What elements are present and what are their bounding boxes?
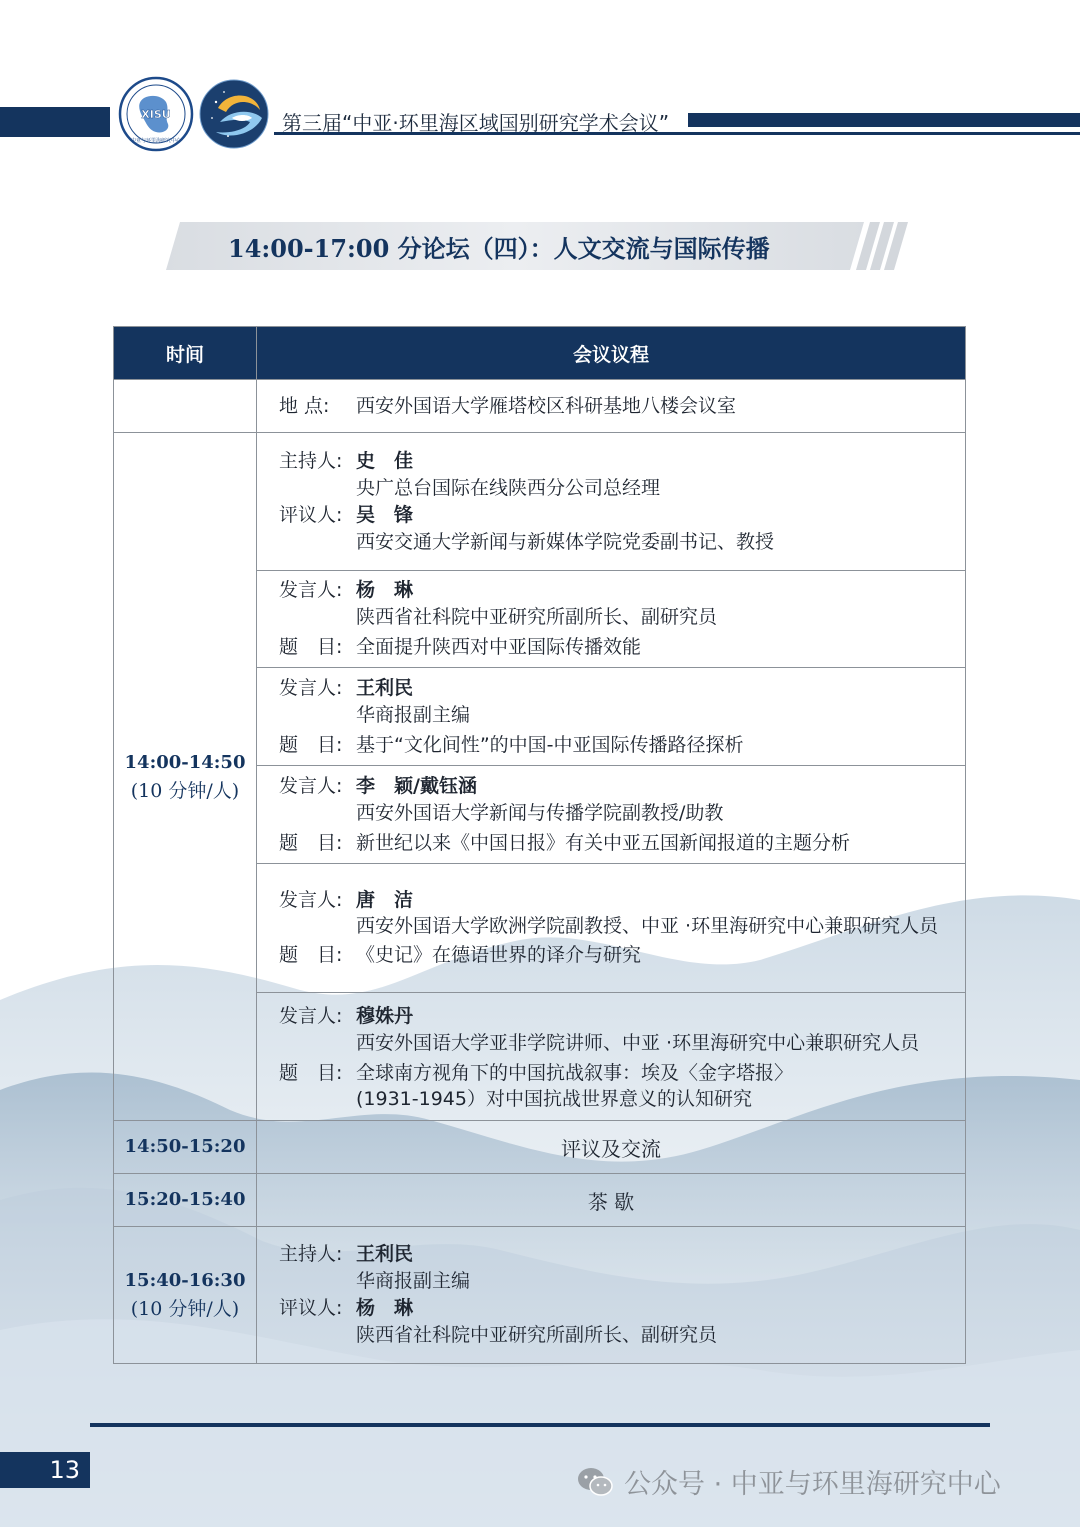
review-text: 评议及交流: [257, 1121, 966, 1174]
speaker-name: 杨 琳: [356, 579, 414, 601]
conference-title: 第三届“中亚·环里海区域国别研究学术会议”: [282, 111, 670, 135]
footer-line: [90, 1423, 990, 1427]
xisu-logo-icon: [118, 76, 194, 152]
speaker-title: 陕西省社科院中亚研究所副所长、副研究员: [356, 606, 718, 628]
topic-label: 题 目:: [279, 636, 343, 658]
host-label: 主持人:: [279, 1243, 343, 1265]
table-row: [114, 433, 966, 571]
block1-time: 14:00-14:50: [124, 751, 246, 773]
speaker-title: 西安外国语大学亚非学院讲师、中亚 ·环里海研究中心兼职研究人员: [356, 1031, 920, 1054]
host-label: 主持人:: [279, 449, 343, 472]
reviewer-label: 评议人:: [279, 503, 343, 526]
header-time: 时间: [114, 327, 257, 380]
review-time: 14:50-15:20: [124, 1136, 246, 1157]
reviewer-label: 评议人:: [279, 1297, 343, 1319]
header-agenda: 会议议程: [257, 327, 966, 380]
speaker-name: 王利民: [356, 676, 414, 699]
speaker-name: 穆姝丹: [356, 1004, 414, 1027]
watermark: [576, 1462, 1001, 1501]
block2-row: [114, 1227, 966, 1364]
page-number: 13: [0, 1452, 90, 1488]
reviewer-name: 吴 锋: [356, 503, 414, 526]
header-bar-right: [688, 113, 1080, 127]
speaker-title: 西安外国语大学欧洲学院副教授、中亚 ·环里海研究中心兼职研究人员: [356, 915, 939, 937]
speaker-topic: 全球南方视角下的中国抗战叙事：埃及〈金字塔报〉: [356, 1061, 794, 1084]
break-text: 茶 歇: [257, 1174, 966, 1227]
speaker-label: 发言人:: [279, 1004, 343, 1027]
topic-label: 题 目:: [279, 1061, 343, 1084]
topic-label: 题 目:: [279, 831, 343, 854]
speaker-name: 唐 洁: [356, 889, 414, 911]
block2-reviewer-name: 杨 琳: [356, 1297, 414, 1319]
block2-reviewer-title: 陕西省社科院中亚研究所副所长、副研究员: [356, 1324, 718, 1346]
location-value: 西安外国语大学雁塔校区科研基地八楼会议室: [356, 394, 737, 417]
reviewer-title: 西安交通大学新闻与新媒体学院党委副书记、教授: [356, 530, 775, 553]
speaker-label: 发言人:: [279, 889, 343, 911]
speaker-topic: 基于“文化间性”的中国-中亚国际传播路径探析: [356, 733, 744, 756]
table-header-row: [114, 327, 966, 380]
block2-host-title: 华商报副主编: [356, 1270, 471, 1292]
speaker-title: 华商报副主编: [356, 703, 471, 726]
speaker-topic: 《史记》在德语世界的译介与研究: [356, 944, 642, 966]
logo1-subtext: 中亚与环里海研究中心: [130, 138, 182, 144]
conference-logo-icon: [198, 78, 270, 150]
speaker-name: 李 颖/戴钰涵: [356, 774, 477, 797]
break-time: 15:20-15:40: [124, 1189, 246, 1210]
block2-host-name: 王利民: [356, 1243, 414, 1265]
agenda-table: [113, 326, 966, 1364]
speaker-title: 西安外国语大学新闻与传播学院副教授/助教: [356, 801, 724, 824]
block2-time-cell: [114, 1227, 257, 1364]
host-name: 史 佳: [356, 449, 414, 472]
block2-time: 15:40-16:30: [124, 1270, 246, 1291]
speaker-label: 发言人:: [279, 774, 343, 797]
speaker-topic: 新世纪以来《中国日报》有关中亚五国新闻报道的主题分析: [356, 831, 851, 854]
speaker-label: 发言人:: [279, 676, 343, 699]
speaker-topic-cont: (1931-1945）对中国抗战世界意义的认知研究: [356, 1087, 752, 1110]
block1-rate: (10 分钟/人): [130, 779, 240, 802]
header-bar-left: [0, 107, 110, 137]
watermark-text: 公众号 · 中亚与环里海研究中心: [624, 1469, 1001, 1500]
wechat-icon: [576, 1466, 614, 1498]
logo1-text: XISU: [141, 108, 171, 121]
block1-time-cell: [114, 433, 257, 1121]
speaker-topic: 全面提升陕西对中亚国际传播效能: [356, 636, 642, 658]
topic-label: 题 目:: [279, 944, 343, 966]
location-label: 地 点:: [279, 394, 330, 417]
location-row: [114, 380, 966, 433]
host-title: 央广总台国际在线陕西分公司总经理: [356, 476, 661, 499]
topic-label: 题 目:: [279, 733, 343, 756]
review-row: [114, 1121, 966, 1174]
speaker-label: 发言人:: [279, 579, 343, 601]
block2-rate: (10 分钟/人): [130, 1298, 240, 1320]
break-row: [114, 1174, 966, 1227]
session-title: 14:00-17:00 分论坛（四）：人文交流与国际传播: [228, 234, 770, 263]
